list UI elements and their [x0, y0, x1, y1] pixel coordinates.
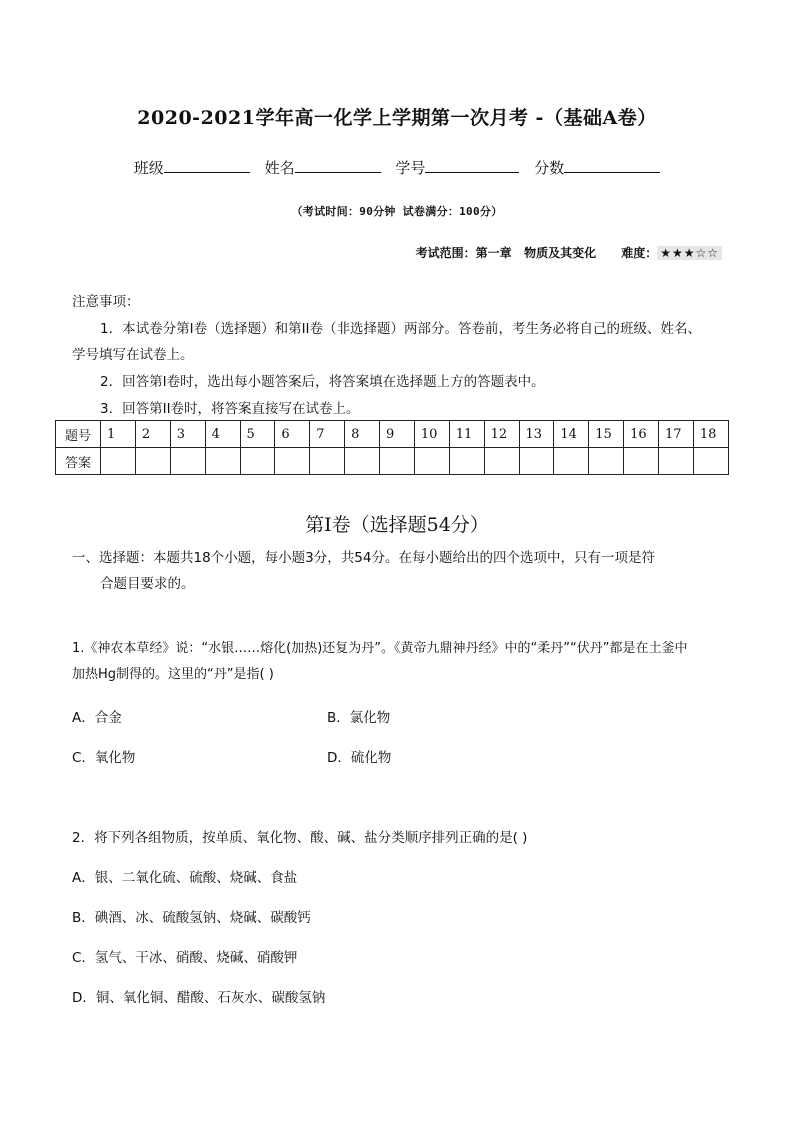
question-number-cell: 12	[484, 421, 519, 448]
answer-cell[interactable]	[659, 448, 694, 475]
question-number-cell: 16	[624, 421, 659, 448]
section-intro-cont: 合题目要求的。	[100, 576, 195, 592]
answer-cell[interactable]	[484, 448, 519, 475]
notice-heading: 注意事项：	[72, 294, 140, 310]
part-one-title: 第I卷（选择题54分）	[305, 514, 489, 536]
exam-range-text: 考试范围：第一章 物质及其变化	[415, 246, 597, 260]
answer-header: 答案	[56, 448, 101, 475]
answer-cell[interactable]	[380, 448, 415, 475]
question-number-cell: 15	[589, 421, 624, 448]
answer-cell[interactable]	[170, 448, 205, 475]
notice-item-1-cont: 学号填写在试卷上。	[72, 347, 194, 363]
answer-cell[interactable]	[693, 448, 728, 475]
question-number-cell: 18	[693, 421, 728, 448]
question-number-cell: 14	[554, 421, 589, 448]
answer-cell[interactable]	[205, 448, 240, 475]
difficulty-stars: ★★★☆☆	[657, 246, 722, 260]
question-2-option-d[interactable]: D．铜、氧化铜、醋酸、石灰水、碳酸氢钠	[72, 990, 326, 1006]
name-label: 姓名	[264, 159, 295, 177]
question-1-option-c[interactable]: C．氧化物	[72, 750, 136, 766]
answer-cell[interactable]	[449, 448, 484, 475]
answer-cell[interactable]	[310, 448, 345, 475]
answer-cell[interactable]	[624, 448, 659, 475]
notice-item-1: 1．本试卷分第I卷（选择题）和第II卷（非选择题）两部分。答卷前，考生务必将自己的班级、姓名、	[100, 321, 702, 337]
id-blank	[425, 156, 519, 173]
question-number-cell: 7	[310, 421, 345, 448]
question-number-cell: 1	[101, 421, 136, 448]
question-number-cell: 9	[380, 421, 415, 448]
question-2-option-b[interactable]: B．碘酒、冰、硫酸氢钠、烧碱、碳酸钙	[72, 910, 311, 926]
question-number-cell: 10	[414, 421, 449, 448]
answer-cell[interactable]	[101, 448, 136, 475]
class-blank	[164, 156, 250, 173]
question-number-cell: 2	[135, 421, 170, 448]
question-1-option-b[interactable]: B．氯化物	[327, 710, 391, 726]
difficulty-label: 难度：	[621, 246, 658, 260]
exam-title: 2020-2021学年高一化学上学期第一次月考 -（基础A卷）	[137, 107, 657, 129]
question-1-option-a[interactable]: A．合金	[72, 710, 122, 726]
answer-cell[interactable]	[345, 448, 380, 475]
question-2-option-a[interactable]: A．银、二氧化硫、硫酸、烧碱、食盐	[72, 870, 298, 886]
score-label: 分数	[534, 159, 565, 177]
question-number-cell: 4	[205, 421, 240, 448]
section-intro: 一、选择题：本题共18个小题，每小题3分，共54分。在每小题给出的四个选项中，只有一项是符	[72, 550, 655, 566]
id-label: 学号	[395, 159, 426, 177]
name-blank	[295, 156, 381, 173]
question-1-stem-cont: 加热Hg制得的。这里的“丹”是指( )	[72, 667, 274, 682]
question-number-cell: 11	[449, 421, 484, 448]
question-2-stem: 2．将下列各组物质，按单质、氧化物、酸、碱、盐分类顺序排列正确的是( )	[72, 830, 528, 846]
answer-cell[interactable]	[589, 448, 624, 475]
answer-table	[55, 420, 729, 475]
question-number-cell: 17	[659, 421, 694, 448]
answer-cell[interactable]	[554, 448, 589, 475]
answer-table-answer-row	[56, 448, 729, 475]
answer-cell[interactable]	[240, 448, 275, 475]
question-2-option-c[interactable]: C．氢气、干冰、硝酸、烧碱、硝酸钾	[72, 950, 298, 966]
question-number-cell: 8	[345, 421, 380, 448]
question-number-cell: 6	[275, 421, 310, 448]
question-1-stem: 1.《神农本草经》说：“水银……熔化(加热)还复为丹”。《黄帝九鼎神丹经》中的“柔丹”“伏丹”都是在土釜中	[72, 641, 688, 656]
answer-cell[interactable]	[519, 448, 554, 475]
answer-cell[interactable]	[275, 448, 310, 475]
question-number-cell: 13	[519, 421, 554, 448]
exam-range-line	[416, 244, 722, 261]
answer-cell[interactable]	[135, 448, 170, 475]
question-number-header: 题号	[56, 421, 101, 448]
question-number-cell: 3	[170, 421, 205, 448]
exam-time-note: （考试时间：90分钟 试卷满分：100分）	[291, 205, 503, 218]
notice-item-3: 3．回答第II卷时，将答案直接写在试卷上。	[100, 401, 360, 417]
answer-cell[interactable]	[414, 448, 449, 475]
student-info-row	[0, 156, 794, 178]
answer-table-number-row	[56, 421, 729, 448]
question-1-option-d[interactable]: D．硫化物	[327, 750, 392, 766]
score-blank	[564, 156, 660, 173]
class-label: 班级	[133, 159, 164, 177]
notice-item-2: 2．回答第I卷时，选出每小题答案后，将答案填在选择题上方的答题表中。	[100, 374, 545, 390]
question-number-cell: 5	[240, 421, 275, 448]
